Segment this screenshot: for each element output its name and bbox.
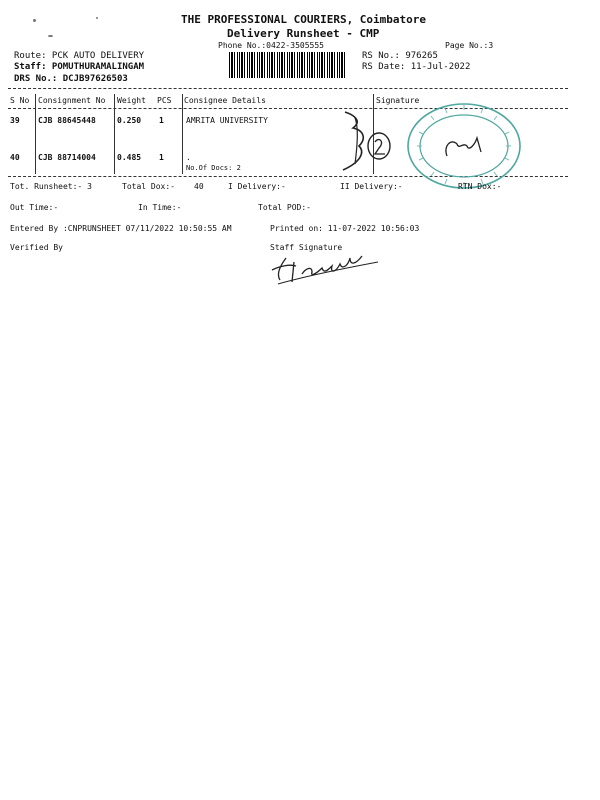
rtn-dox: RTN Dox:- <box>458 182 502 191</box>
page-number: Page No.:3 <box>445 41 494 50</box>
out-time: Out Time:- <box>10 203 59 212</box>
row-consignment: CJB 88714004 <box>38 153 96 162</box>
total-dox-label: Total Dox:- <box>122 182 175 191</box>
col-header-pcs: PCS <box>157 96 172 105</box>
table-top-rule <box>8 88 568 89</box>
row-consignee: . <box>186 153 191 162</box>
handwritten-mark <box>335 108 410 180</box>
verified-by: Verified By <box>10 243 63 252</box>
in-time: In Time:- <box>138 203 182 212</box>
scan-speck <box>96 17 98 19</box>
rs-date: RS Date: 11-Jul-2022 <box>362 62 471 72</box>
col-divider <box>182 94 183 174</box>
scan-speck <box>33 19 36 22</box>
row-weight: 0.250 <box>117 116 142 125</box>
entered-by: Entered By :CNPRUNSHEET 07/11/2022 10:50:55 AM <box>10 224 232 233</box>
drs-number: DRS No.: DCJB97626503 <box>14 74 128 84</box>
row-weight: 0.485 <box>117 153 142 162</box>
scan-speck <box>48 35 53 37</box>
row-pcs: 1 <box>159 116 164 125</box>
row-sno: 40 <box>10 153 20 162</box>
document-title: Delivery Runsheet - CMP <box>227 27 380 40</box>
col-header-consignee: Consignee Details <box>184 96 266 105</box>
staff-signature-label: Staff Signature <box>270 243 343 252</box>
printed-on: Printed on: 11-07-2022 10:56:03 <box>270 224 420 233</box>
i-delivery: I Delivery:- <box>228 182 286 191</box>
total-pod: Total POD:- <box>258 203 311 212</box>
company-name: THE PROFESSIONAL COURIERS, Coimbatore <box>181 13 427 26</box>
staff-label: Staff: POMUTHURAMALINGAM <box>14 62 145 72</box>
total-runsheet: Tot. Runsheet:- 3 <box>10 182 92 191</box>
phone-number: Phone No.:0422-3505555 <box>218 41 324 50</box>
row-sno: 39 <box>10 116 20 125</box>
rs-number: RS No.: 976265 <box>362 51 438 61</box>
col-header-signature: Signature <box>376 96 420 105</box>
col-header-sno: S No <box>10 96 30 105</box>
row-pcs: 1 <box>159 153 164 162</box>
ii-delivery: II Delivery:- <box>340 182 403 191</box>
col-divider <box>35 94 36 174</box>
staff-signature <box>266 248 386 288</box>
col-header-weight: Weight <box>117 96 146 105</box>
row-consignee: AMRITA UNIVERSITY <box>186 116 268 125</box>
row-consignment: CJB 88645448 <box>38 116 96 125</box>
row-note: No.Of Docs: 2 <box>186 164 241 172</box>
total-dox-value: 40 <box>194 182 204 191</box>
barcode <box>229 52 345 78</box>
route-label: Route: PCK AUTO DELIVERY <box>14 51 145 61</box>
col-divider <box>114 94 115 174</box>
col-header-consignment: Consignment No <box>38 96 106 105</box>
round-stamp <box>405 102 523 190</box>
